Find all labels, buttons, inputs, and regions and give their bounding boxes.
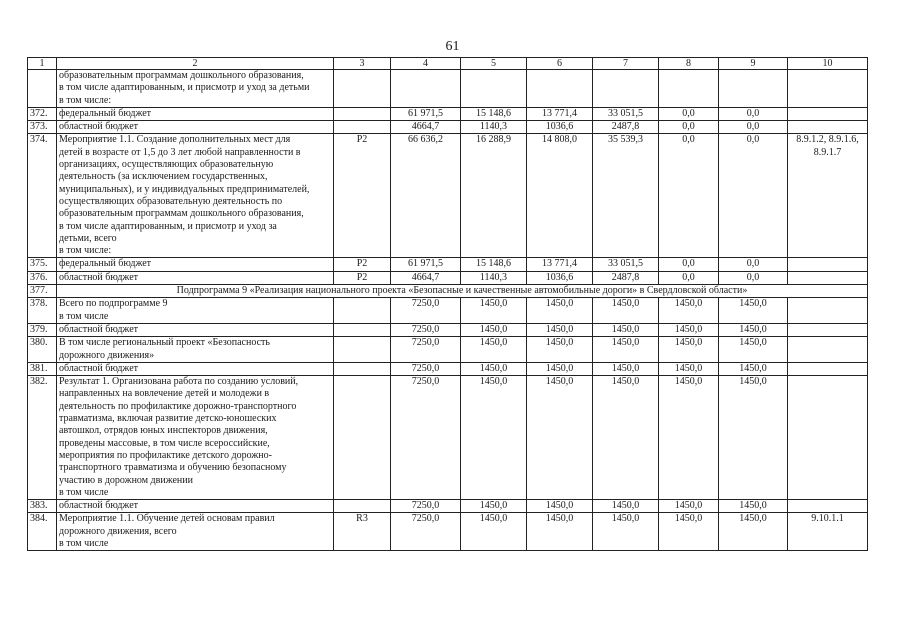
indicator-cell	[788, 271, 868, 284]
row-number: 380.	[28, 337, 57, 363]
value-cell: 1450,0	[593, 337, 659, 363]
value-cell	[391, 70, 461, 108]
table-row	[28, 285, 868, 298]
value-cell: 7250,0	[391, 362, 461, 375]
description-line: Всего по подпрограмме 9	[59, 298, 168, 310]
code-cell	[334, 323, 391, 336]
row-number: 377.	[28, 285, 57, 298]
row-number: 384.	[28, 513, 57, 551]
row-description	[57, 500, 334, 513]
value-cell: 15 148,6	[461, 258, 527, 271]
value-cell: 0,0	[659, 271, 719, 284]
table-row	[28, 500, 868, 513]
description-line: областной бюджет	[59, 500, 139, 512]
description-line: В том числе региональный проект «Безопасность	[59, 337, 270, 349]
value-cell: 1450,0	[659, 298, 719, 324]
value-cell: 0,0	[719, 107, 788, 120]
indicator-cell	[788, 134, 868, 258]
code-cell	[334, 376, 391, 500]
indicator-cell	[788, 121, 868, 134]
value-cell: 7250,0	[391, 337, 461, 363]
header-cell: 5	[461, 58, 527, 70]
value-cell: 1450,0	[593, 376, 659, 500]
description-line: транспортного травматизма и обучению безопасному	[59, 462, 287, 474]
value-cell: 1450,0	[593, 298, 659, 324]
description-line: детей в возрасте от 1,5 до 3 лет любой направленности в	[59, 146, 301, 158]
row-number: 373.	[28, 121, 57, 134]
indicator-cell	[788, 298, 868, 324]
table-row	[28, 376, 868, 500]
indicator-cell	[788, 362, 868, 375]
code-cell	[334, 362, 391, 375]
table-row	[28, 337, 868, 363]
value-cell	[593, 70, 659, 108]
description-line: дорожного движения»	[59, 349, 155, 361]
value-cell: 4664,7	[391, 121, 461, 134]
code-cell	[334, 337, 391, 363]
value-cell: 0,0	[719, 121, 788, 134]
value-cell: 13 771,4	[527, 258, 593, 271]
value-cell: 14 808,0	[527, 134, 593, 258]
table-row	[28, 513, 868, 551]
value-cell: 1450,0	[659, 513, 719, 551]
indicator-cell	[788, 258, 868, 271]
value-cell: 1450,0	[593, 513, 659, 551]
value-cell: 1140,3	[461, 121, 527, 134]
table-row	[28, 70, 868, 108]
row-number: 376.	[28, 271, 57, 284]
value-cell: 1450,0	[659, 337, 719, 363]
value-cell: 1450,0	[527, 298, 593, 324]
description-line: автошкол, отрядов юных инспекторов движения,	[59, 425, 268, 437]
value-cell: 16 288,9	[461, 134, 527, 258]
value-cell	[527, 70, 593, 108]
value-cell: 1450,0	[659, 362, 719, 375]
description-line: дорожного движения, всего	[59, 525, 177, 537]
indicator-line: 8.9.1.7	[813, 146, 842, 158]
description-line: в том числе	[59, 537, 109, 549]
value-cell: 33 051,5	[593, 107, 659, 120]
row-description	[57, 107, 334, 120]
header-cell: 10	[788, 58, 868, 70]
indicator-cell	[788, 70, 868, 108]
description-line: детьми, всего	[59, 232, 117, 244]
value-cell: 1450,0	[461, 337, 527, 363]
description-line: деятельность по профилактике дорожно-транспортного	[59, 400, 297, 412]
description-line: федеральный бюджет	[59, 107, 152, 119]
description-line: деятельность (за исключением государственных,	[59, 171, 268, 183]
description-line: образовательным программам дошкольного образования,	[59, 70, 304, 81]
row-description	[57, 271, 334, 284]
value-cell: 1450,0	[659, 376, 719, 500]
row-number: 383.	[28, 500, 57, 513]
indicator-line: 9.10.1.1	[811, 513, 844, 525]
header-cell: 3	[334, 58, 391, 70]
description-line: в том числе:	[59, 245, 112, 257]
value-cell: 15 148,6	[461, 107, 527, 120]
indicator-cell	[788, 376, 868, 500]
row-number: 382.	[28, 376, 57, 500]
value-cell: 1450,0	[461, 500, 527, 513]
subprogram-title: Подпрограмма 9 «Реализация национального проекта «Безопасные и качественные автомобильные дороги» в Свердловской области»	[57, 285, 868, 298]
value-cell: 0,0	[659, 107, 719, 120]
value-cell: 61 971,5	[391, 258, 461, 271]
description-line: областной бюджет	[59, 271, 139, 283]
row-description	[57, 298, 334, 324]
description-line: образовательным программам дошкольного образования,	[59, 208, 304, 220]
description-line: областной бюджет	[59, 362, 139, 374]
value-cell: 1450,0	[527, 323, 593, 336]
value-cell: 1450,0	[719, 376, 788, 500]
value-cell: 1450,0	[719, 500, 788, 513]
description-line: в том числе адаптированным, и присмотр и уход за детьми	[59, 82, 310, 94]
value-cell: 1450,0	[593, 323, 659, 336]
code-cell	[334, 298, 391, 324]
value-cell: 2487,8	[593, 121, 659, 134]
table-row	[28, 107, 868, 120]
value-cell: 1450,0	[461, 362, 527, 375]
value-cell: 1036,6	[527, 271, 593, 284]
value-cell: 66 636,2	[391, 134, 461, 258]
row-number: 372.	[28, 107, 57, 120]
header-cell: 8	[659, 58, 719, 70]
description-line: в том числе:	[59, 94, 112, 106]
value-cell: 1450,0	[593, 362, 659, 375]
table-row	[28, 362, 868, 375]
row-description	[57, 134, 334, 258]
code-cell	[334, 107, 391, 120]
row-description	[57, 323, 334, 336]
header-row	[28, 58, 868, 70]
description-line: участию в дорожном движении	[59, 474, 193, 486]
value-cell: 1450,0	[527, 513, 593, 551]
row-description	[57, 70, 334, 108]
header-cell: 4	[391, 58, 461, 70]
value-cell	[719, 70, 788, 108]
description-line: осуществляющих образовательную деятельность по	[59, 195, 283, 207]
description-line: в том числе	[59, 486, 109, 498]
value-cell: 1450,0	[719, 362, 788, 375]
description-line: муниципальных), и у индивидуальных предпринимателей,	[59, 183, 310, 195]
header-cell: 9	[719, 58, 788, 70]
row-number: 378.	[28, 298, 57, 324]
value-cell: 7250,0	[391, 298, 461, 324]
value-cell: 0,0	[659, 134, 719, 258]
value-cell: 4664,7	[391, 271, 461, 284]
header-cell: 7	[593, 58, 659, 70]
row-description	[57, 513, 334, 551]
indicator-cell	[788, 323, 868, 336]
indicator-line: 8.9.1.2, 8.9.1.6,	[796, 134, 859, 146]
table-row	[28, 121, 868, 134]
table-header	[28, 58, 868, 70]
description-line: организациях, осуществляющих образовательную	[59, 159, 274, 171]
value-cell	[659, 70, 719, 108]
row-number	[28, 70, 57, 108]
row-description	[57, 337, 334, 363]
description-line: в том числе	[59, 310, 109, 322]
value-cell: 13 771,4	[527, 107, 593, 120]
table-row	[28, 134, 868, 258]
description-line: Результат 1. Организована работа по созданию условий,	[59, 376, 299, 388]
row-number: 374.	[28, 134, 57, 258]
header-cell: 2	[57, 58, 334, 70]
value-cell: 1450,0	[461, 298, 527, 324]
description-line: мероприятия по профилактике детского дорожно-	[59, 449, 272, 461]
code-cell	[334, 121, 391, 134]
value-cell: 0,0	[719, 258, 788, 271]
value-cell: 33 051,5	[593, 258, 659, 271]
value-cell: 61 971,5	[391, 107, 461, 120]
indicator-cell	[788, 500, 868, 513]
table-row	[28, 258, 868, 271]
value-cell: 1450,0	[719, 513, 788, 551]
value-cell: 1450,0	[461, 513, 527, 551]
row-description	[57, 362, 334, 375]
value-cell: 1450,0	[593, 500, 659, 513]
table-row	[28, 323, 868, 336]
value-cell: 1450,0	[527, 500, 593, 513]
description-line: областной бюджет	[59, 323, 139, 335]
value-cell	[461, 70, 527, 108]
value-cell: 1450,0	[659, 323, 719, 336]
code-cell	[334, 500, 391, 513]
description-line: травматизма, включая развитие детско-юношеских	[59, 413, 277, 425]
row-description	[57, 258, 334, 271]
value-cell: 2487,8	[593, 271, 659, 284]
value-cell: 1450,0	[461, 323, 527, 336]
description-line: в том числе адаптированным, и присмотр и уход за	[59, 220, 277, 232]
value-cell: 1450,0	[461, 376, 527, 500]
value-cell: 1450,0	[719, 323, 788, 336]
row-description	[57, 121, 334, 134]
value-cell: 1450,0	[527, 337, 593, 363]
description-line: Мероприятие 1.1. Создание дополнительных мест для	[59, 134, 291, 146]
header-cell: 1	[28, 58, 57, 70]
table-body	[28, 70, 868, 551]
value-cell: 7250,0	[391, 323, 461, 336]
table-row	[28, 271, 868, 284]
value-cell: 1450,0	[659, 500, 719, 513]
value-cell: 0,0	[659, 121, 719, 134]
value-cell: 1450,0	[719, 298, 788, 324]
value-cell: 1450,0	[527, 362, 593, 375]
code-cell: Р2	[334, 258, 391, 271]
code-cell: Р2	[334, 271, 391, 284]
indicator-cell	[788, 107, 868, 120]
value-cell: 7250,0	[391, 376, 461, 500]
row-number: 375.	[28, 258, 57, 271]
value-cell: 7250,0	[391, 500, 461, 513]
value-cell: 1140,3	[461, 271, 527, 284]
row-number: 379.	[28, 323, 57, 336]
header-cell: 6	[527, 58, 593, 70]
page-number: 61	[445, 39, 460, 54]
value-cell: 1036,6	[527, 121, 593, 134]
budget-table	[27, 57, 868, 551]
value-cell: 7250,0	[391, 513, 461, 551]
row-description	[57, 376, 334, 500]
table-row	[28, 298, 868, 324]
description-line: федеральный бюджет	[59, 258, 152, 270]
description-line: областной бюджет	[59, 121, 139, 133]
description-line: проведены массовые, в том числе всероссийские,	[59, 437, 270, 449]
row-number: 381.	[28, 362, 57, 375]
code-cell: Р2	[334, 134, 391, 258]
value-cell: 0,0	[719, 134, 788, 258]
value-cell: 0,0	[659, 258, 719, 271]
indicator-cell	[788, 513, 868, 551]
value-cell: 1450,0	[527, 376, 593, 500]
description-line: направленных на вовлечение детей и молодежи в	[59, 388, 270, 400]
code-cell	[334, 70, 391, 108]
indicator-cell	[788, 337, 868, 363]
value-cell: 35 539,3	[593, 134, 659, 258]
value-cell: 1450,0	[719, 337, 788, 363]
value-cell: 0,0	[719, 271, 788, 284]
code-cell: R3	[334, 513, 391, 551]
description-line: Мероприятие 1.1. Обучение детей основам правил	[59, 513, 275, 525]
